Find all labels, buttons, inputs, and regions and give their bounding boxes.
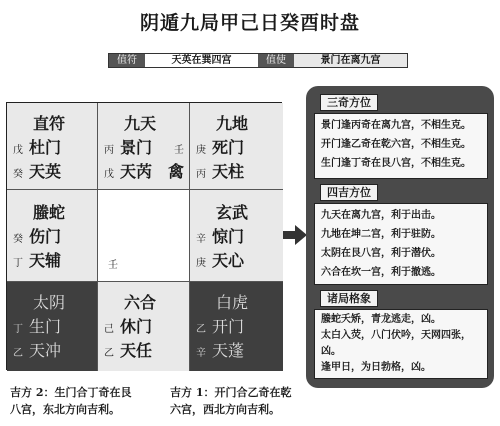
palace-god: 六合: [124, 293, 157, 312]
info-bar: [108, 53, 408, 68]
zhishi-label: 值使: [258, 54, 294, 67]
zhishi-value: 景门在离九宫: [294, 54, 407, 67]
palace-star: 天冲: [29, 341, 62, 360]
sanqi-line: 生门逢丁奇在艮八宫，不相生克。: [321, 158, 471, 169]
sanqi-title: 三奇方位: [320, 94, 378, 111]
palace-stem-top: 辛: [196, 234, 206, 245]
arrow-right-icon: [283, 225, 307, 245]
palace-dui: [190, 190, 283, 282]
sanqi-box: [314, 113, 488, 179]
sifang-title: 四吉方位: [320, 184, 378, 201]
palace-kun: [190, 103, 283, 190]
palace-god: 白虎: [216, 293, 249, 312]
palace-door: 杜门: [29, 138, 62, 157]
palace-stem-bottom: 丙: [196, 169, 206, 180]
palace-door: 开门: [212, 317, 245, 336]
palace-li: [98, 103, 190, 190]
palace-stem-top: 乙: [196, 324, 206, 335]
palace-zhen: [7, 190, 98, 282]
note-auspicious-2: [10, 384, 131, 418]
sanqi-line: 开门逢乙奇在乾六宫，不相生克。: [321, 139, 471, 150]
palace-god: 玄武: [216, 203, 249, 222]
palace-stem-bottom: 乙: [13, 348, 23, 359]
palace-stem-bottom: 辛: [196, 348, 206, 359]
palace-qian: [190, 282, 283, 371]
palace-kan: [98, 282, 190, 371]
note-line: 六宫，西北方向吉利。: [170, 403, 280, 416]
palace-stem-top: 丁: [13, 324, 23, 335]
palace-stem-top: 己: [104, 324, 114, 335]
geju-line: 逢甲日，为日勃格，凶。: [321, 362, 431, 373]
palace-stem-top: 癸: [13, 234, 23, 245]
geju-title: 诸局格象: [320, 290, 378, 307]
palace-door: 生门: [29, 317, 62, 336]
center-stem: 壬: [108, 260, 118, 271]
palace-stem-bottom: 丁: [13, 258, 23, 269]
palace-door: 伤门: [29, 227, 62, 246]
zhifu-label: 值符: [109, 54, 145, 67]
palace-star: 天心: [212, 251, 245, 270]
note-line: 八宫，东北方向吉利。: [10, 403, 120, 416]
palace-door: 死门: [212, 138, 245, 157]
palace-god: 直符: [33, 114, 66, 133]
note-auspicious-1: [170, 384, 291, 418]
geju-line: 凶。: [321, 346, 341, 357]
sifang-line: 九天在离九宫，利于出击。: [321, 210, 441, 221]
palace-star: 天辅: [29, 251, 62, 270]
palace-stem-bottom: 庚: [196, 258, 206, 269]
sanqi-line: 景门逢丙奇在离九宫，不相生克。: [321, 120, 471, 131]
palace-god: 太阴: [33, 293, 66, 312]
palace-center: [98, 190, 190, 282]
palace-god: 螣蛇: [33, 203, 66, 222]
palace-star: 天芮: [120, 162, 153, 181]
palace-gen: [7, 282, 98, 371]
note-line: 吉方 1：开门合乙奇在乾: [170, 386, 292, 399]
palace-star: 天柱: [212, 162, 245, 181]
palace-stem-top: 戊: [13, 145, 23, 156]
geju-line: 螣蛇夭矫，青龙逃走，凶。: [321, 314, 441, 325]
palace-stem-top: 庚: [196, 145, 206, 156]
palace-door: 景门: [120, 138, 153, 157]
geju-box: [314, 309, 488, 379]
sifang-line: 太阴在艮八宫，利于潜伏。: [321, 248, 441, 259]
sifang-line: 六合在坎一宫，利于撤逃。: [321, 267, 441, 278]
palace-stem-top: 丙: [104, 145, 114, 156]
palace-god: 九地: [216, 114, 249, 133]
zhifu-value: 天英在巽四宫: [145, 54, 258, 67]
palace-stem-bottom: 癸: [13, 169, 23, 180]
palace-stem-right: 壬: [174, 145, 184, 156]
palace-star: 天英: [29, 162, 62, 181]
analysis-panel: [306, 86, 494, 388]
palace-god: 九天: [124, 114, 157, 133]
palace-star: 天蓬: [212, 341, 245, 360]
palace-door: 惊门: [212, 227, 245, 246]
geju-line: 太白入荧，八门伏吟，天网四张，: [321, 330, 471, 341]
palace-xun: [7, 103, 98, 190]
sifang-line: 九地在坤二宫，利于驻防。: [321, 229, 441, 240]
palace-door: 休门: [120, 317, 153, 336]
note-line: 吉方 2：生门合丁奇在艮: [10, 386, 132, 399]
qimen-chart-grid: [6, 102, 282, 370]
palace-star: 天任: [120, 341, 153, 360]
palace-stem-bottom: 乙: [104, 348, 114, 359]
page-title: 阴遁九局甲己日癸酉时盘: [139, 12, 360, 34]
palace-stem-bottom: 戊: [104, 169, 114, 180]
sifang-box: [314, 203, 488, 285]
palace-star-secondary: 禽: [168, 162, 185, 181]
